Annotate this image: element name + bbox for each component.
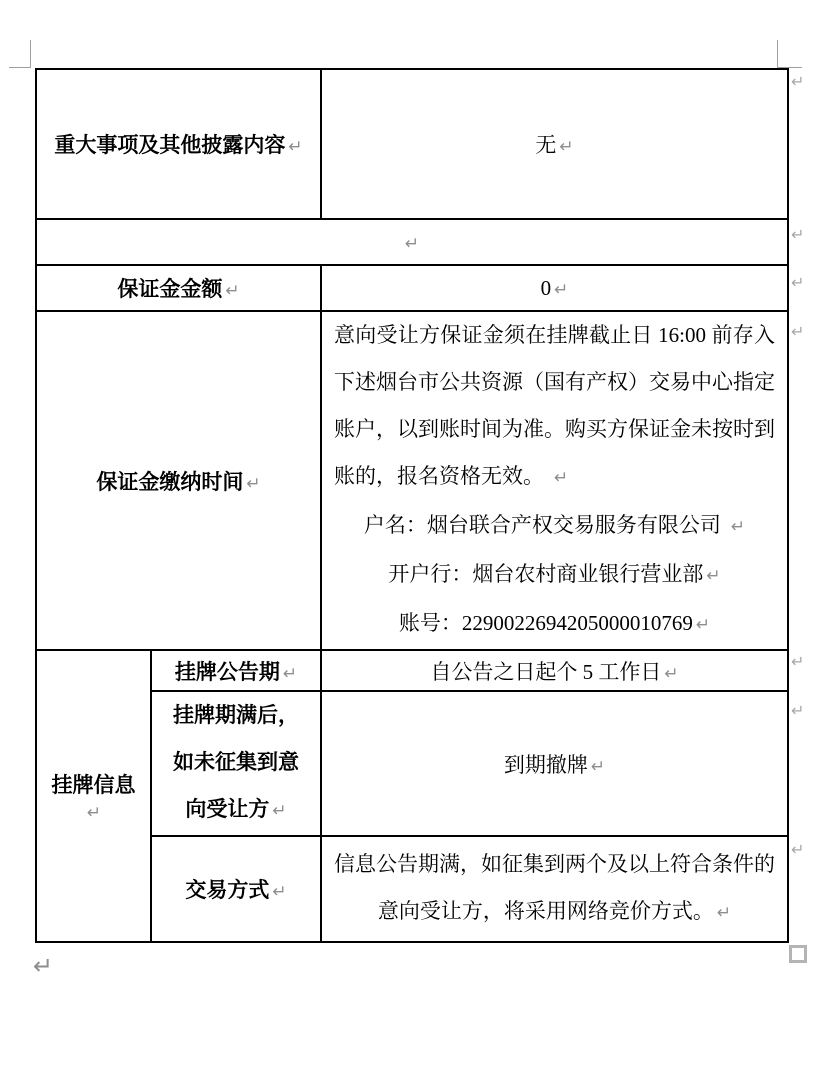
account-name-line	[334, 502, 775, 551]
paragraph-mark-icon: ↵	[730, 517, 746, 537]
end-of-row-mark: ↵	[791, 840, 805, 859]
transaction-method-value: 信息公告期满，如征集到两个及以上符合条件的意向受让方，将采用网络竞价方式。	[334, 852, 775, 923]
deposit-time-value-cell[interactable]	[321, 311, 788, 650]
listing-info-header-cell[interactable]	[36, 650, 151, 942]
paragraph-mark-icon: ↵	[225, 281, 240, 301]
announcement-period-label-cell[interactable]	[151, 650, 321, 691]
paragraph-mark-icon: ↵	[706, 566, 721, 586]
announcement-table	[35, 68, 789, 943]
paragraph-mark-icon: ↵	[86, 802, 102, 823]
end-of-row-mark: ↵	[791, 72, 805, 91]
deposit-amount-label-cell[interactable]	[36, 265, 321, 311]
bank-branch-line	[334, 551, 775, 600]
paragraph-mark-icon: ↵	[554, 468, 569, 488]
paragraph-mark-icon: ↵	[282, 663, 298, 684]
paragraph-mark-icon: ↵	[404, 233, 420, 254]
table-row	[36, 265, 788, 311]
table-row	[36, 219, 788, 265]
paragraph-mark-icon: ↵	[33, 952, 54, 980]
deposit-time-label: 保证金缴纳时间	[96, 469, 244, 494]
account-number-line	[334, 600, 775, 649]
table-resize-handle[interactable]	[789, 945, 807, 963]
expiry-condition-label-cell[interactable]	[151, 691, 321, 836]
paragraph-mark-icon: ↵	[590, 756, 606, 777]
page-margin-cropmark-right	[777, 40, 802, 68]
paragraph-mark-icon: ↵	[246, 473, 261, 494]
deposit-time-text: 意向受让方保证金须在挂牌截止日 16:00 前存入下述烟台市公共资源（国有产权）交易中心指定账户，以到账时间为准。购买方保证金未按时到账的，报名资格无效。	[334, 323, 775, 488]
paragraph-mark-icon: ↵	[272, 882, 287, 902]
paragraph-mark-icon: ↵	[695, 615, 711, 635]
paragraph-mark-icon: ↵	[272, 801, 287, 821]
announcement-period-value: 自公告之日起个 5 工作日	[430, 659, 662, 684]
announcement-period-value-cell[interactable]	[321, 650, 788, 691]
disclosure-value: 无	[535, 133, 557, 157]
end-of-row-mark: ↵	[791, 273, 805, 292]
end-of-row-mark: ↵	[791, 652, 805, 671]
table-row	[36, 311, 788, 650]
transaction-method-label: 交易方式	[185, 878, 270, 902]
end-of-row-mark: ↵	[791, 322, 805, 341]
listing-info-header: 挂牌信息	[51, 772, 136, 797]
paragraph-mark-icon: ↵	[664, 663, 679, 684]
bank-branch-text: 开户行：烟台农村商业银行营业部	[388, 562, 704, 586]
expiry-condition-value: 到期撤牌	[503, 752, 588, 777]
announcement-period-label: 挂牌公告期	[174, 659, 280, 684]
table-row	[36, 69, 788, 219]
account-name-text: 户名：烟台联合产权交易服务有限公司	[363, 513, 721, 537]
paragraph-mark-icon: ↵	[716, 903, 732, 923]
deposit-amount-label: 保证金金额	[117, 277, 223, 301]
spacer-row-cell[interactable]	[36, 219, 788, 265]
paragraph-mark-icon: ↵	[559, 137, 574, 157]
disclosure-label-cell[interactable]	[36, 69, 321, 219]
transaction-method-value-cell[interactable]	[321, 836, 788, 942]
deposit-time-paragraph	[334, 312, 775, 502]
account-number-text: 账号：2290022694205000010769	[398, 611, 693, 635]
table-row	[36, 650, 788, 691]
transaction-method-label-cell[interactable]	[151, 836, 321, 942]
deposit-amount-value: 0	[540, 275, 552, 300]
expiry-condition-label: 挂牌期满后，如未征集到意向受让方	[173, 703, 299, 821]
expiry-condition-value-cell[interactable]	[321, 691, 788, 836]
paragraph-mark-icon: ↵	[554, 279, 569, 300]
end-of-row-mark: ↵	[791, 701, 805, 720]
disclosure-label: 重大事项及其他披露内容	[54, 133, 286, 157]
page-margin-cropmark-left	[9, 40, 31, 68]
end-of-row-mark: ↵	[791, 225, 805, 244]
paragraph-mark-icon: ↵	[288, 137, 303, 157]
deposit-time-label-cell[interactable]	[36, 311, 321, 650]
disclosure-value-cell[interactable]	[321, 69, 788, 219]
deposit-amount-value-cell[interactable]	[321, 265, 788, 311]
